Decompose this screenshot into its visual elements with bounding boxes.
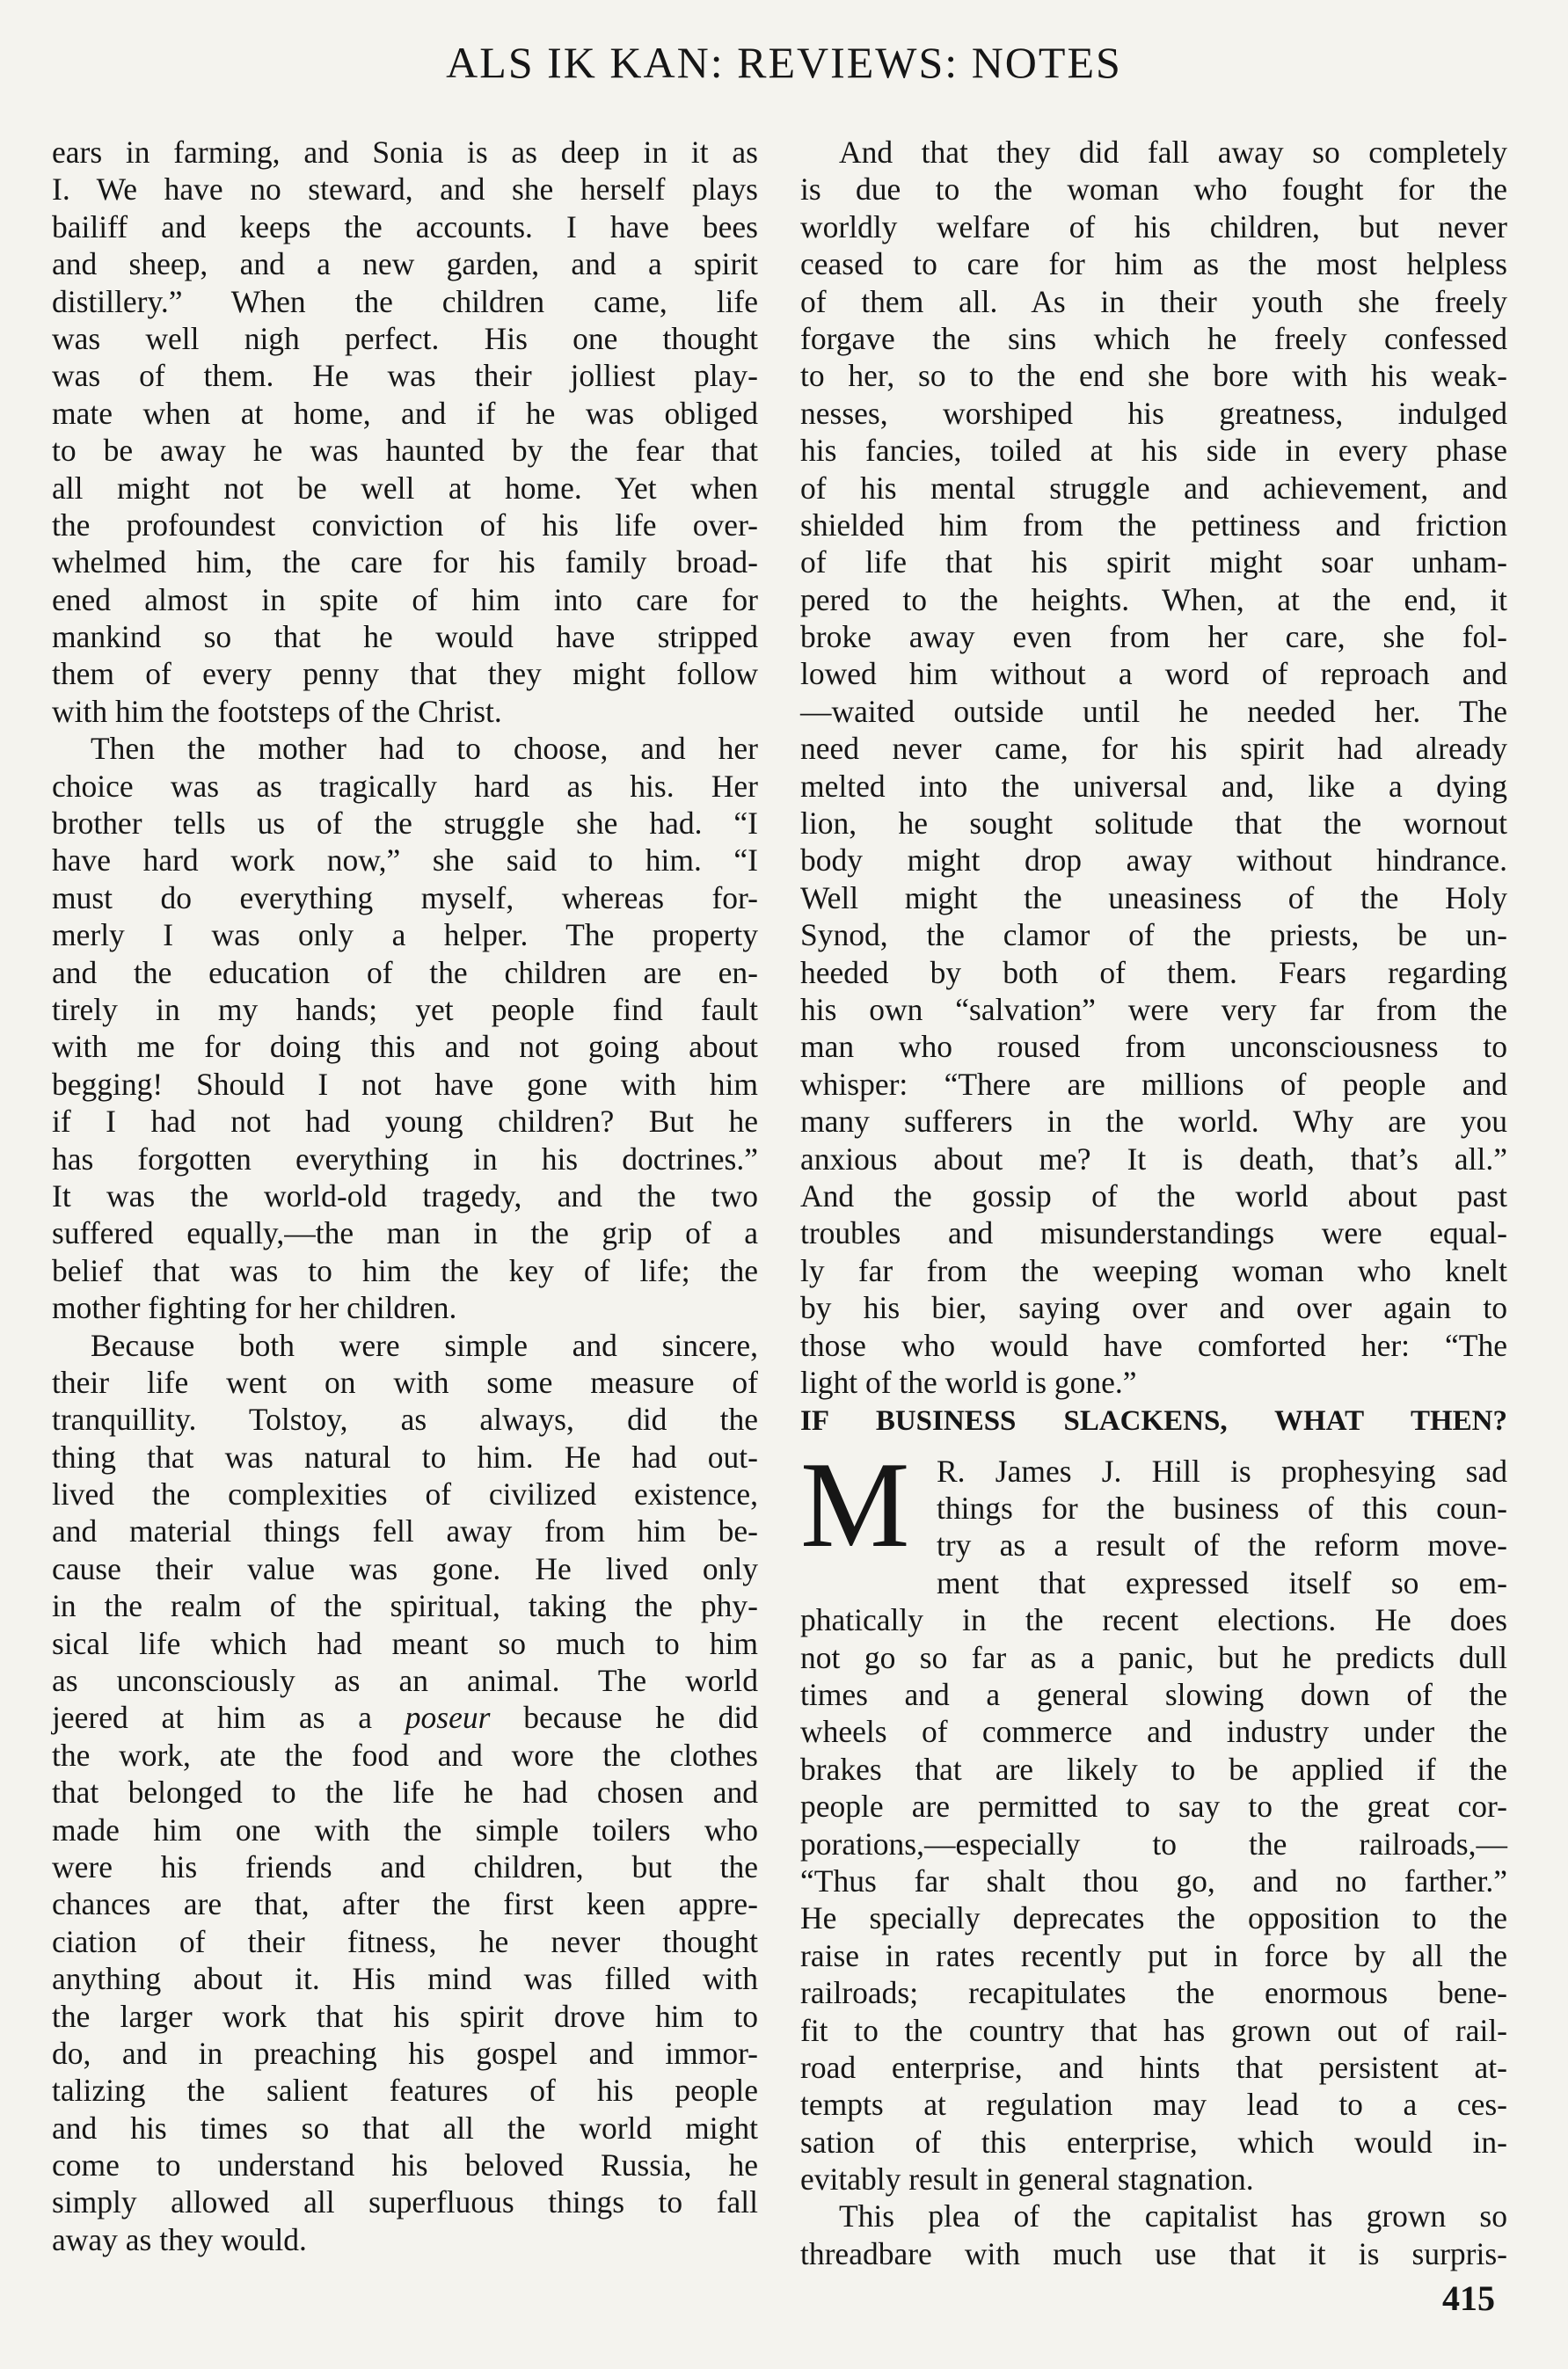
text-line: tempts at regulation may lead to a ces- <box>800 2087 1507 2123</box>
text-line: to be away he was haunted by the fear that <box>52 433 758 469</box>
text-line: chances are that, after the first keen appre- <box>52 1886 758 1922</box>
text-line: “Thus far shalt thou go, and no farther.” <box>800 1862 1507 1899</box>
text-line: jeered at him as a poseur because he did <box>52 1700 758 1736</box>
text-line: try as a result of the reform move- <box>937 1527 1507 1564</box>
text-line: of his mental struggle and achievement, and <box>800 470 1507 506</box>
right-column-article-continuation <box>800 134 1507 1401</box>
text-line: fit to the country that has grown out of rail- <box>800 2012 1507 2048</box>
text-line: lived the complexities of civilized existence, <box>52 1476 758 1513</box>
text-line: bailiff and keeps the accounts. I have bees <box>52 208 758 244</box>
text-line: Synod, the clamor of the priests, be un- <box>800 917 1507 953</box>
page-number: 415 <box>1442 2278 1495 2318</box>
text-line: them of every penny that they might follow <box>52 656 758 692</box>
text-line: his fancies, toiled at his side in every phase <box>800 433 1507 469</box>
text-line: and his times so that all the world might <box>52 2110 758 2146</box>
text-line: Because both were simple and sincere, <box>91 1327 758 1363</box>
text-line: threadbare with much use that it is surpris- <box>800 2235 1507 2271</box>
text-line: melted into the universal and, like a dying <box>800 768 1507 804</box>
text-line: evitably result in general stagnation. <box>800 2161 1254 2198</box>
text-line: was well nigh perfect. His one thought <box>52 320 758 356</box>
text-line: broke away even from her care, she fol- <box>800 619 1507 655</box>
text-line: mate when at home, and if he was obliged <box>52 395 758 431</box>
text-line: suffered equally,—the man in the grip of a <box>52 1215 758 1251</box>
text-line: their life went on with some measure of <box>52 1364 758 1400</box>
text-line: come to understand his beloved Russia, he <box>52 2147 758 2183</box>
text-line: worldly welfare of his children, but never <box>800 208 1507 244</box>
text-line: cause their value was gone. He lived only <box>52 1550 758 1586</box>
text-line: brakes that are likely to be applied if the <box>800 1751 1507 1787</box>
text-line: whisper: “There are millions of people and <box>800 1066 1507 1102</box>
text-line: troubles and misunderstandings were equal- <box>800 1215 1507 1251</box>
text-line: light of the world is gone.” <box>800 1364 1137 1400</box>
right-column-new-article <box>800 1601 1507 2272</box>
text-line: nesses, worshiped his greatness, indulged <box>800 395 1507 431</box>
text-line: choice was as tragically hard as his. Her <box>52 768 758 804</box>
text-line: do, and in preaching his gospel and immor- <box>52 2035 758 2071</box>
text-line: road enterprise, and hints that persistent at- <box>800 2049 1507 2085</box>
text-line: those who would have comforted her: “The <box>800 1327 1507 1363</box>
text-line: anything about it. His mind was filled with <box>52 1961 758 1997</box>
text-line: begging! Should I not have gone with him <box>52 1066 758 1102</box>
text-line: He specially deprecates the opposition to the <box>800 1900 1507 1936</box>
text-line: lion, he sought solitude that the wornout <box>800 805 1507 842</box>
text-line: ment that expressed itself so em- <box>937 1564 1507 1600</box>
running-head: ALS IK KAN: REVIEWS: NOTES <box>446 38 1122 87</box>
text-line: things for the business of this coun- <box>937 1491 1507 1527</box>
text-line: of life that his spirit might soar unham- <box>800 544 1507 580</box>
text-line: distillery.” When the children came, life <box>52 283 758 319</box>
text-line: ciation of their fitness, he never thought <box>52 1923 758 1959</box>
text-line: if I had not had young children? But he <box>52 1104 758 1140</box>
text-line: all might not be well at home. Yet when <box>52 470 758 506</box>
text-line: merly I was only a helper. The property <box>52 917 758 953</box>
text-line: with him the footsteps of the Christ. <box>52 693 502 729</box>
text-line: with me for doing this and not going about <box>52 1029 758 1065</box>
text-line: forgave the sins which he freely confessed <box>800 320 1507 356</box>
text-line: porations,—especially to the railroads,— <box>800 1826 1507 1862</box>
text-line: —waited outside until he needed her. The <box>800 693 1507 729</box>
text-line: the larger work that his spirit drove him to <box>52 1998 758 2034</box>
text-line: And the gossip of the world about past <box>800 1177 1507 1214</box>
text-line: pered to the heights. When, at the end, it <box>800 581 1507 617</box>
text-line: body might drop away without hindrance. <box>800 842 1507 878</box>
text-line: in the realm of the spiritual, taking the phy- <box>52 1588 758 1624</box>
text-line: talizing the salient features of his people <box>52 2073 758 2109</box>
text-line: need never came, for his spirit had already <box>800 731 1507 767</box>
text-line: wheels of commerce and industry under the <box>800 1714 1507 1750</box>
text-line: has forgotten everything in his doctrines.” <box>52 1141 758 1177</box>
drop-cap: M <box>800 1436 910 1573</box>
text-line: simply allowed all superfluous things to fall <box>52 2184 758 2220</box>
text-line: phatically in the recent elections. He does <box>800 1602 1507 1638</box>
text-line: This plea of the capitalist has grown so <box>839 2198 1507 2234</box>
text-line: is due to the woman who fought for the <box>800 171 1507 208</box>
text-line: mother fighting for her children. <box>52 1290 457 1326</box>
text-line: R. James J. Hill is prophesying sad <box>937 1453 1507 1489</box>
text-line: and the education of the children are en- <box>52 954 758 990</box>
text-line: tranquillity. Tolstoy, as always, did the <box>52 1402 758 1438</box>
text-line: ened almost in spite of him into care for <box>52 581 758 617</box>
text-line: shielded him from the pettiness and friction <box>800 507 1507 543</box>
text-line: away as they would. <box>52 2221 307 2257</box>
text-line: have hard work now,” she said to him. “I <box>52 842 758 878</box>
right-column <box>800 134 1507 2272</box>
text-line: not go so far as a panic, but he predicts dull <box>800 1639 1507 1675</box>
text-line: that belonged to the life he had chosen and <box>52 1775 758 1811</box>
left-column <box>52 134 758 2258</box>
text-line: sical life which had meant so much to him <box>52 1625 758 1661</box>
text-line: his own “salvation” were very far from the <box>800 991 1507 1027</box>
text-line: Then the mother had to choose, and her <box>91 731 758 767</box>
text-line: And that they did fall away so completely <box>839 135 1507 170</box>
dropcap-paragraph <box>800 1436 1507 1602</box>
text-line: people are permitted to say to the great cor- <box>800 1789 1507 1825</box>
text-line: the work, ate the food and wore the clothes <box>52 1737 758 1773</box>
text-line: whelmed him, the care for his family broad- <box>52 544 758 580</box>
text-line: Well might the uneasiness of the Holy <box>800 879 1507 915</box>
text-line: must do everything myself, whereas for- <box>52 879 758 915</box>
text-line: thing that was natural to him. He had out- <box>52 1439 758 1475</box>
text-line: were his friends and children, but the <box>52 1848 758 1884</box>
text-line: ears in farming, and Sonia is as deep in it as <box>52 135 758 170</box>
text-line: ly far from the weeping woman who knelt <box>800 1252 1507 1288</box>
text-line: made him one with the simple toilers who <box>52 1811 758 1848</box>
text-line: It was the world-old tragedy, and the two <box>52 1177 758 1214</box>
text-line: was of them. He was their jolliest play- <box>52 358 758 394</box>
text-line: of them all. As in their youth she freely <box>800 283 1507 319</box>
text-line: the profoundest conviction of his life over- <box>52 507 758 543</box>
text-line: times and a general slowing down of the <box>800 1677 1507 1713</box>
text-line: I. We have no steward, and she herself plays <box>52 171 758 208</box>
text-line: heeded by both of them. Fears regarding <box>800 954 1507 990</box>
text-line: sation of this enterprise, which would in- <box>800 2124 1507 2160</box>
text-line: raise in rates recently put in force by all the <box>800 1937 1507 1973</box>
text-line: and sheep, and a new garden, and a spirit <box>52 246 758 282</box>
text-line: ceased to care for him as the most helpless <box>800 246 1507 282</box>
text-line: many sufferers in the world. Why are you <box>800 1104 1507 1140</box>
text-line: man who roused from unconsciousness to <box>800 1029 1507 1065</box>
text-line: railroads; recapitulates the enormous bene- <box>800 1975 1507 2011</box>
text-line: to her, so to the end she bore with his weak- <box>800 358 1507 394</box>
text-line: lowed him without a word of reproach and <box>800 656 1507 692</box>
text-line: mankind so that he would have stripped <box>52 619 758 655</box>
text-line: belief that was to him the key of life; the <box>52 1252 758 1288</box>
section-heading: IF BUSINESS SLACKENS, WHAT THEN? <box>800 1405 1507 1438</box>
text-line: brother tells us of the struggle she had. “I <box>52 805 758 842</box>
text-line: anxious about me? It is death, that’s all.” <box>800 1141 1507 1177</box>
text-line: and material things fell away from him be- <box>52 1513 758 1549</box>
text-line: tirely in my hands; yet people find fault <box>52 991 758 1027</box>
text-line: by his bier, saying over and over again to <box>800 1290 1507 1326</box>
italic-word: poseur <box>405 1700 491 1736</box>
text-line: as unconsciously as an animal. The world <box>52 1663 758 1699</box>
